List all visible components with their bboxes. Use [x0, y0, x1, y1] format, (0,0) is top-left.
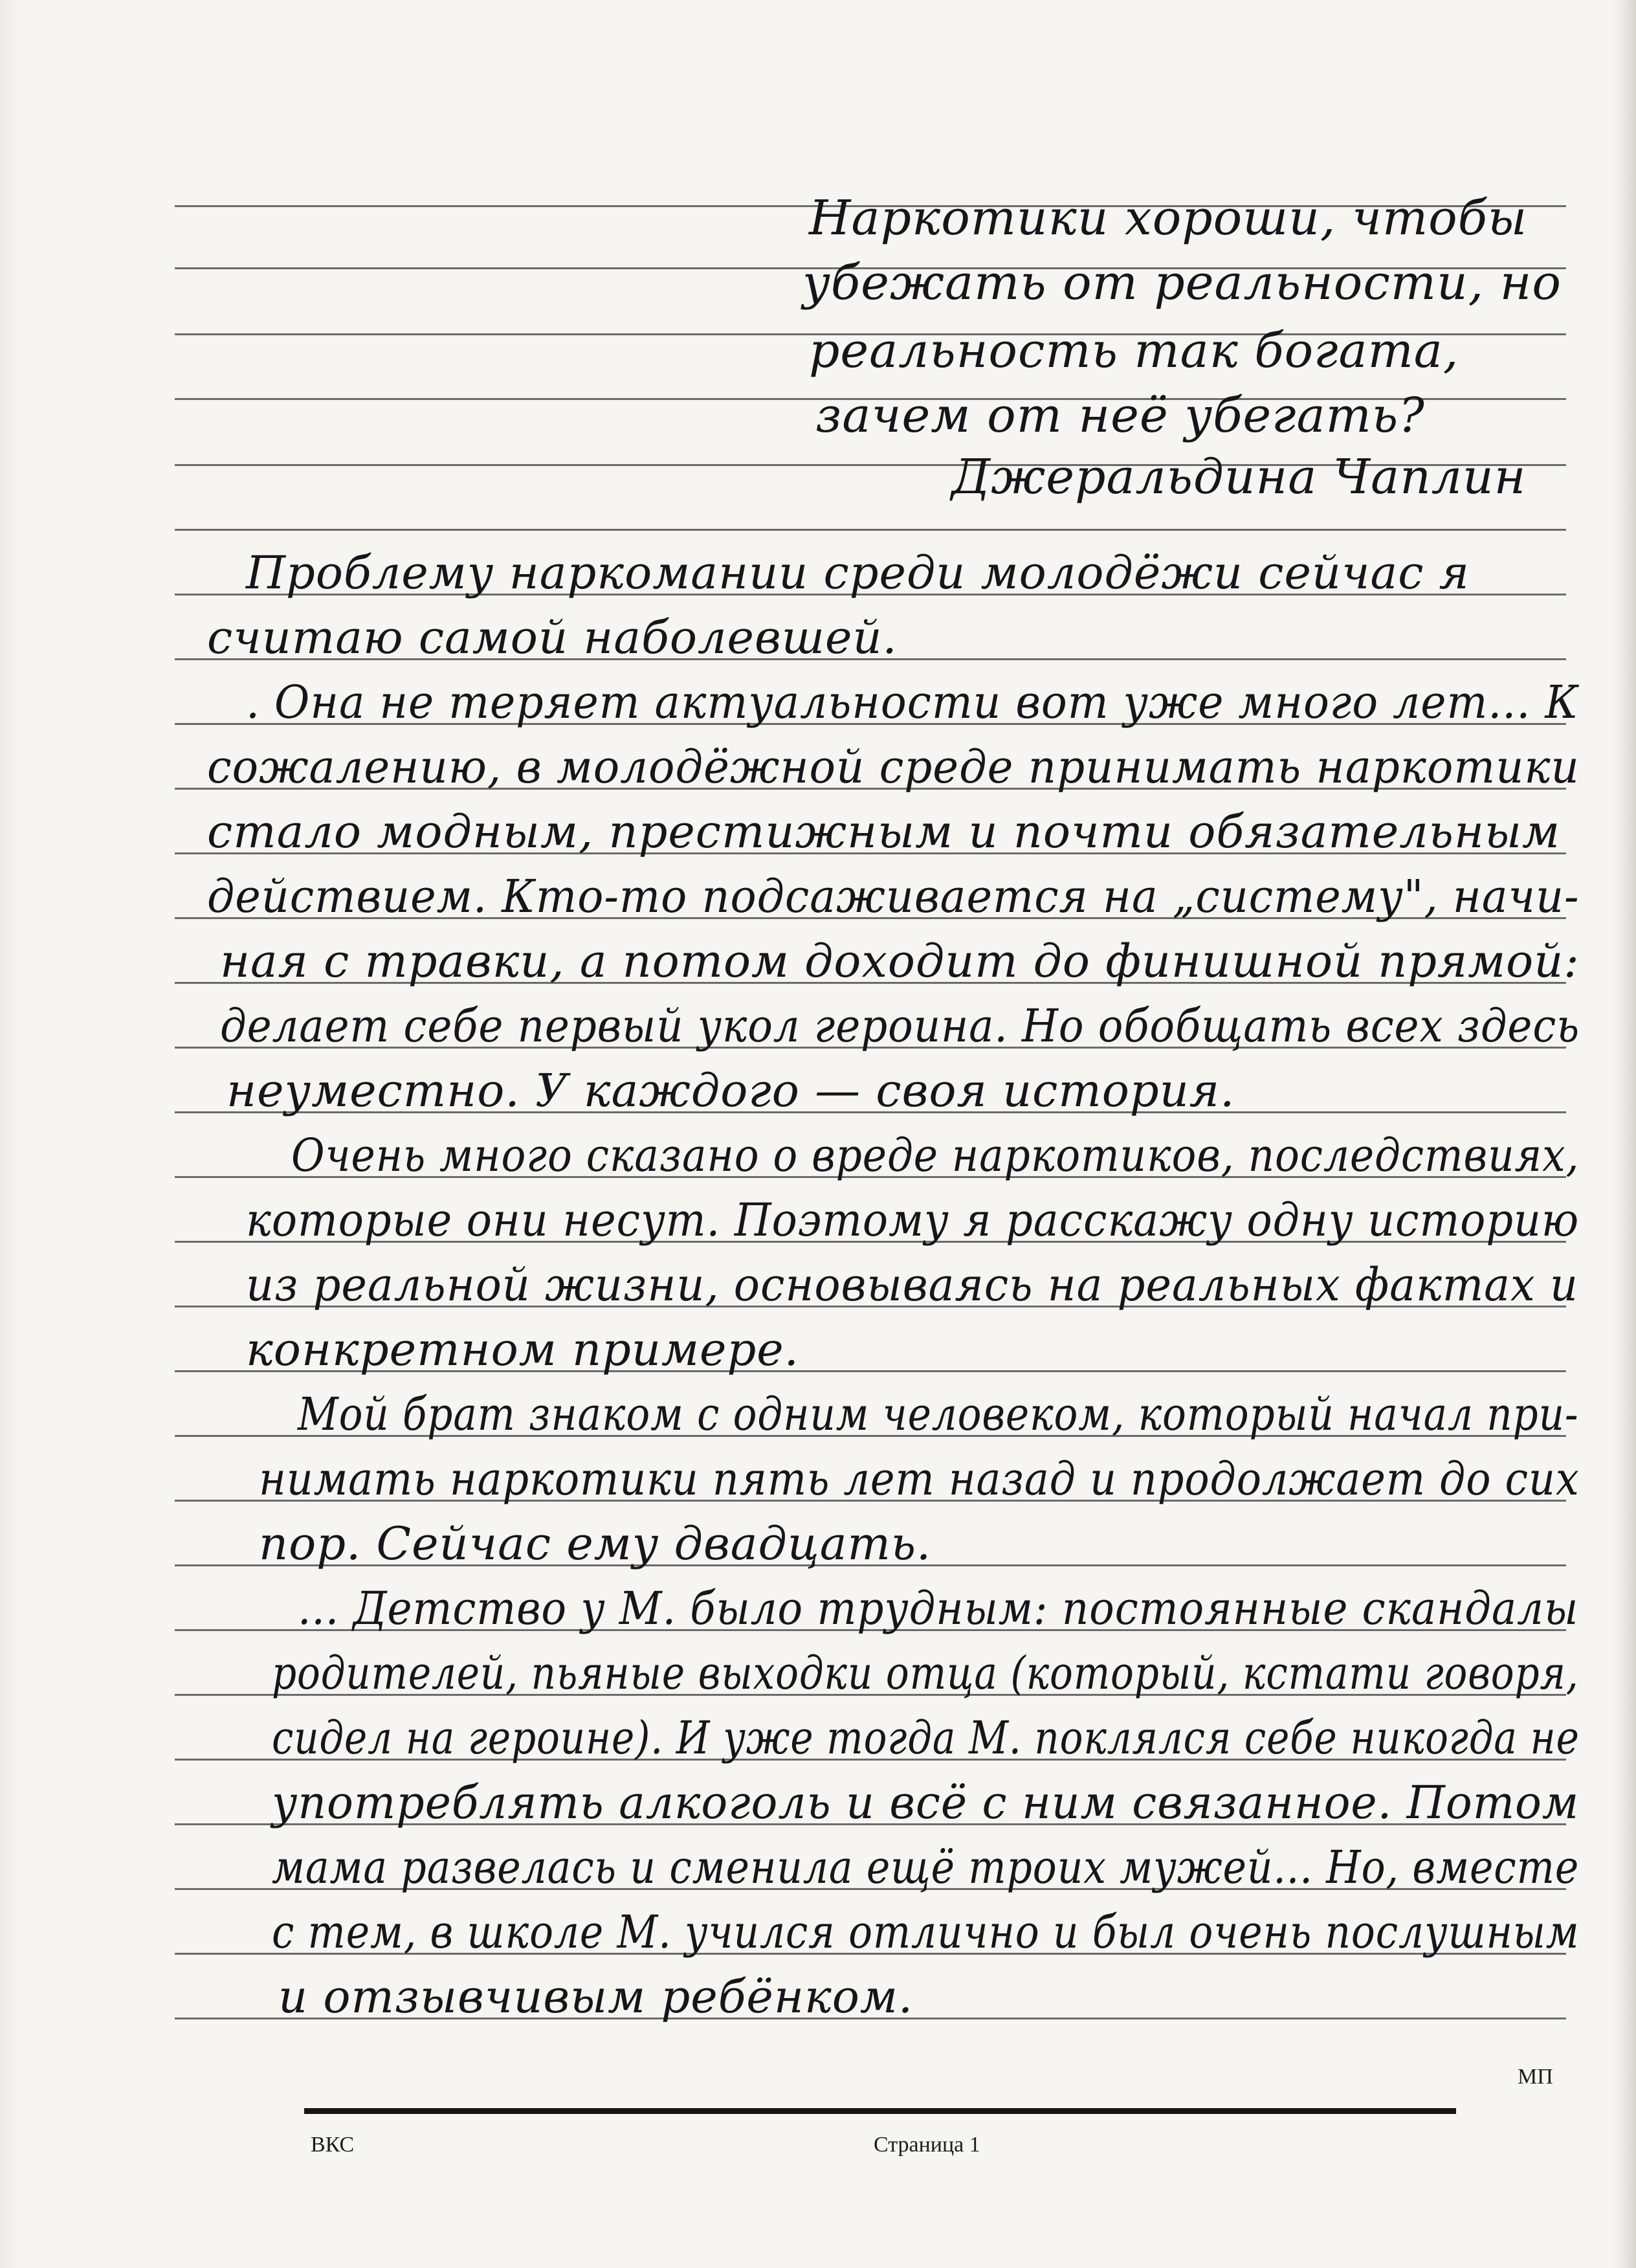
footer-rule [304, 2108, 1456, 2114]
epigraph-line: убежать от реальности, но [802, 255, 1562, 311]
body-line: Очень много сказано о вреде наркотиков, последствиях, [291, 1129, 1580, 1182]
page-number: Страница 1 [874, 2133, 980, 2157]
body-line: действием. Кто-то подсаживается на „систему", начи- [207, 870, 1580, 923]
body-line: сожалению, в молодёжной среде принимать наркотики [207, 740, 1580, 794]
body-line: нимать наркотики пять лет назад и продолжает до сих [259, 1452, 1580, 1506]
body-line: ная с травки, а потом доходит до финишной прямой: [220, 935, 1580, 988]
page-edge-left [0, 0, 19, 2268]
body-line: делает себе первый укол героина. Но обобщать всех здесь [220, 999, 1580, 1052]
footer-left: ВКС [311, 2133, 355, 2157]
body-line: ... Детство у М. было трудным: постоянные скандалы [298, 1582, 1579, 1635]
body-line: с тем, в школе М. учился отлично и был очень послушным [272, 1906, 1580, 1959]
body-line: считаю самой наболевшей. [207, 611, 898, 664]
mp-label: МП [1518, 2065, 1553, 2089]
body-line: неуместно. У каждого — своя история. [227, 1064, 1235, 1117]
body-line: конкретном примере. [246, 1323, 799, 1376]
body-line: из реальной жизни, основываясь на реальных фактах и [246, 1258, 1578, 1311]
body-line: употреблять алкоголь и всё с ним связанное. Потом [272, 1776, 1580, 1829]
epigraph-line: реальность так богата, [809, 323, 1459, 379]
body-line: сидел на героине). И уже тогда М. поклялся себе никогда не [272, 1711, 1580, 1764]
body-line: стало модным, престижным и почти обязательным [207, 805, 1561, 858]
ruled-line [175, 529, 1566, 531]
body-line: мама развелась и сменила ещё троих мужей... Но, вместе [272, 1841, 1580, 1894]
body-line: . Она не теряет актуальности вот уже много лет... К [246, 676, 1579, 729]
page-edge-right [1613, 0, 1636, 2268]
body-line: родителей, пьяные выходки отца (который, кстати говоря, [272, 1647, 1579, 1700]
body-line: Проблему наркомании среди молодёжи сейчас я [246, 546, 1470, 599]
body-line: Мой брат знаком с одним человеком, который начал при- [298, 1388, 1579, 1441]
epigraph-line: зачем от неё убегать? [815, 388, 1425, 443]
body-line: которые они несут. Поэтому я расскажу одну историю [246, 1194, 1580, 1247]
body-line: пор. Сейчас ему двадцать. [259, 1517, 932, 1570]
epigraph-author: Джеральдина Чаплин [951, 449, 1527, 505]
epigraph-line: Наркотики хороши, чтобы [809, 190, 1528, 246]
body-line: и отзывчивым ребёнком. [278, 1970, 914, 2023]
